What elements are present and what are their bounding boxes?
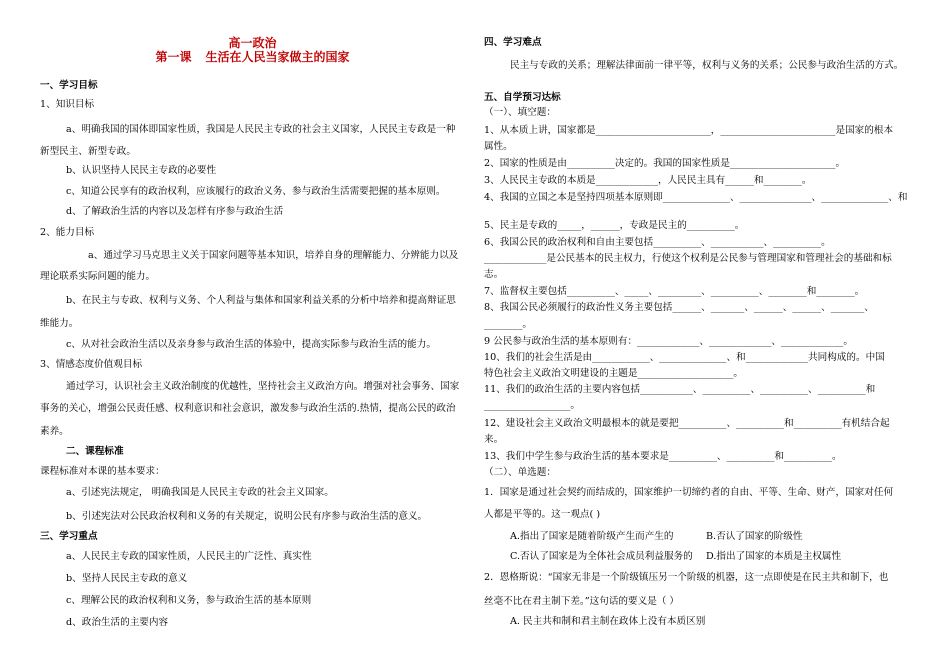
text-line: 维能力。 bbox=[40, 318, 79, 329]
text-line: d、政治生活的主要内容 bbox=[66, 617, 169, 628]
lesson-title bbox=[40, 51, 465, 63]
text-line: b、引述宪法对公民政治权利和义务的有关规定，说明公民有序参与政治生活的意义。 bbox=[66, 511, 428, 522]
question-line: 7、监督权主要包括__________、_____、_________、__________、________和________。 bbox=[484, 286, 865, 297]
question-line: 5、民主是专政的_____，______，专政是民主的__________。 bbox=[484, 220, 745, 231]
question-line: 6、我国公民的政治权利和自由主要包括__________、___________、__________。 bbox=[484, 237, 831, 248]
subheading: （一）、填空题： bbox=[484, 107, 556, 118]
question-line: 来。 bbox=[484, 434, 504, 445]
section-heading: 三、学习重点 bbox=[40, 531, 98, 542]
text-line: a、引述宪法规定， 明确我国是人民民主专政的社会主义国家。 bbox=[66, 487, 334, 498]
lesson-name: 生活在人民当家做主的国家 bbox=[205, 50, 350, 64]
text-line: 新型民主、新型专政。 bbox=[40, 146, 136, 157]
question-line: 10、我们的社会生活是由____________、______________、和_____________共同构成的。中国 bbox=[484, 352, 885, 363]
subheading: 3、情感态度价值观目标 bbox=[40, 359, 143, 370]
section-heading: 二、课程标准 bbox=[66, 446, 124, 457]
doc-title: 高一政治 bbox=[228, 36, 277, 50]
question-line: _____________是公民基本的民主权力，行使这个权利是公民参与管理国家和管理社会的基础和标 bbox=[484, 253, 892, 264]
subheading: （二）、单选题： bbox=[484, 467, 556, 478]
question-line: 丝毫不比在君主制下差。”这句话的要义是（ ） bbox=[484, 596, 680, 607]
question-line: 12、建设社会主义政治文明最根本的就是要把__________、__________和__________有机结合起 bbox=[484, 418, 890, 429]
text-line: c、从对社会政治生活以及亲身参与政治生活的体验中，提高实际参与政治生活的能力。 bbox=[66, 339, 436, 350]
question-line: 志。 bbox=[484, 269, 504, 280]
text-line: 课程标准对本课的基本要求： bbox=[40, 466, 165, 477]
text-line: c、知道公民享有的政治权利，应该履行的政治义务、参与政治生活需要把握的基本原则。 bbox=[66, 186, 446, 197]
text-line: b、坚持人民民主专政的意义 bbox=[66, 573, 188, 584]
text-line: 素养。 bbox=[40, 426, 69, 437]
question-line: 8、我国公民必须履行的政治性义务主要包括______、_______、______、______、_______、 bbox=[484, 302, 874, 313]
option-d: D.指出了国家的本质是主权属性 bbox=[706, 551, 842, 562]
text-line: 理论联系实际问题的能力。 bbox=[40, 271, 156, 282]
text-line: 民主与专政的关系；理解法律面前一律平等，权利与义务的关系；公民参与政治生活的方式。 bbox=[510, 60, 904, 71]
option-a: A.指出了国家是随着阶级产生而产生的 bbox=[510, 531, 674, 542]
question-line: 3、人民民主专政的本质是_____________，人民民主具有______和________。 bbox=[484, 175, 812, 186]
text-line: 事务的关心，增强公民责任感、权利意识和社会意识，激发参与政治生活的.热情，提高公民的政治 bbox=[40, 403, 456, 414]
question-line: 1．国家是通过社会契约而结成的，国家维护一切缔约者的自由、平等、生命、财产，国家对任何 bbox=[484, 487, 894, 498]
text-line: c、理解公民的政治权利和义务，参与政治生活的基本原则 bbox=[66, 595, 312, 606]
option-b: B.否认了国家的阶级性 bbox=[706, 531, 803, 542]
text-line: d、了解政治生活的内容以及怎样有序参与政治生活 bbox=[66, 206, 284, 217]
text-line: b、在民主与专政、权利与义务、个人利益与集体和国家利益关系的分析中培养和提高辩证思 bbox=[66, 295, 456, 306]
question-line: 13、我们中学生参与政治生活的基本要求是__________、__________和__________。 bbox=[484, 451, 842, 462]
question-line: 2．恩格斯说：“国家无非是一个阶级镇压另一个阶级的机器，这一点即使是在民主共和制下，也 bbox=[484, 572, 889, 583]
subheading: 1、知识目标 bbox=[40, 99, 95, 110]
question-line: 属性。 bbox=[484, 141, 513, 152]
text-line: a、明确我国的国体即国家性质，我国是人民民主专政的社会主义国家，人民民主专政是一种 bbox=[66, 124, 456, 135]
lesson-number: 第一课 bbox=[155, 50, 192, 64]
question-line: 1、从本质上讲，国家都是________________________，________________________是国家的根本 bbox=[484, 125, 894, 136]
question-line: 特色社会主义政治文明建设的主题是____________________。 bbox=[484, 368, 744, 379]
subheading: 2、能力目标 bbox=[40, 227, 95, 238]
question-line: 人都是平等的。这一观点( ) bbox=[484, 509, 601, 520]
text-line: b、认识坚持人民民主专政的必要性 bbox=[66, 165, 217, 176]
option-a: A. 民主共和制和君主制在政体上没有本质区别 bbox=[510, 616, 706, 627]
question-line: 9 公民参与政治生活的基本原则有：_____________、_____________、_____________。 bbox=[484, 336, 853, 347]
text-line: 通过学习，认识社会主义政治制度的优越性，坚持社会主义政治方向。增强对社会事务、国家 bbox=[66, 381, 460, 392]
question-line: ________。 bbox=[484, 319, 532, 330]
section-heading: 五、自学预习达标 bbox=[484, 92, 561, 103]
question-line: 2、国家的性质是由__________决定的。我国的国家性质是______________________。 bbox=[484, 158, 846, 169]
option-c: C.否认了国家是为全体社会成员利益服务的 bbox=[510, 551, 693, 562]
text-line: a、人民民主专政的国家性质，人民民主的广泛性、真实性 bbox=[66, 551, 312, 562]
section-heading: 四、学习难点 bbox=[484, 37, 542, 48]
question-line: __________________。 bbox=[484, 400, 580, 411]
text-line: a、通过学习马克思主义关于国家问题等基本知识，培养自身的理解能力、分辨能力以及 bbox=[88, 250, 459, 261]
section-heading: 一、学习目标 bbox=[40, 80, 98, 91]
question-line: 11、我们的政治生活的主要内容包括___________、__________、__________、__________和 bbox=[484, 384, 876, 395]
question-line: 4、我国的立国之本是坚持四项基本原则即______________、_______________、______________、和 bbox=[484, 192, 908, 203]
